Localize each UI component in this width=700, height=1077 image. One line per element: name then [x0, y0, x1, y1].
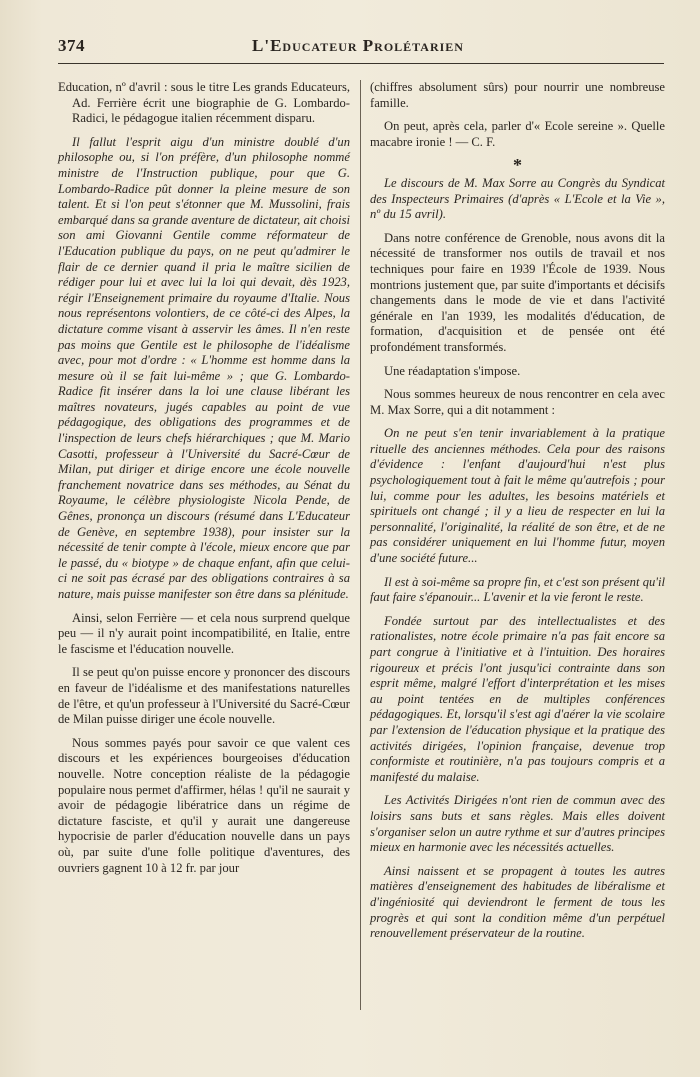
left-paragraph: Ainsi, selon Ferrière — et cela nous surprend quelque peu — il n'y aurait point incompatibilité, en Italie, entre le fascisme et l'éducation nouvelle. — [58, 610, 350, 656]
right-paragraph-quote: Fondée surtout par des intellectualistes et des rationalistes, notre école primaire n'a pas fait encore sa part congrue à l'initiative et à l'intuition. Des horaires rigoureux et précis l'ont jusqu'ici contrainte dans son esprit même, malgré l'effort d'interprétation et les mises au point tentées en de multiples conférences pédagogiques. Et, lorsqu'il s'est agi d'aérer la vie scolaire par l'extension de l'éducation physique et la pratique des activités dirigées, l'opinion française, devenue trop conformiste et routinière, n'a pas toujours compris et a manifesté du malaise. — [370, 613, 665, 784]
left-column — [58, 80, 350, 884]
left-paragraph-intro: Education, nº d'avril : sous le titre Les grands Educateurs, Ad. Ferrière écrit une biographie de G. Lombardo-Radici, le pédagogue italien récemment disparu. — [58, 80, 350, 126]
right-paragraph: (chiffres absolument sûrs) pour nourrir une nombreuse famille. — [370, 80, 665, 110]
section-separator-star: * — [513, 155, 522, 176]
header-rule — [58, 63, 664, 64]
right-paragraph-quote: Les Activités Dirigées n'ont rien de commun avec des loisirs sans buts et sans règles. Mais elles doivent s'organiser selon un autre rythme et sur d'autres principes mieux en harmonie avec les nécessités actuelles. — [370, 793, 665, 855]
left-paragraph-quote: Il fallut l'esprit aigu d'un ministre doublé d'un philosophe ou, si l'on préfère, d'un philosophe nommé ministre de l'Instruction publique, pour que G. Lombardo-Radice pût donner la pleine mesure de son talent. Et si l'on peut s'étonner que M. Mussolini, frais embarqué dans sa grande aventure de dictateur, ait choisi son ami Giovanni Gentile comme réformateur de l'Education publique du pays, on ne peut qu'admirer le flair de ce dernier quand il pria le maître sicilien de rédiger pour lui et avec lui la loi qui devait, dès 1923, régir l'Enseignement primaire du royaume d'Italie. Nous nous représentons volontiers, de ce côté-ci des Alpes, la dictature comme visant à asservir les âmes. Il n'en reste pas moins que Gentile est le philosophe de l'idéalisme avec, pour mot d'ordre : « L'homme est homme dans la mesure où il se fait lui-même » ; que G. Lombardo-Radice fit insérer dans la loi une clause libérant les maîtres novateurs, jugés capables au point de vue pédagogique, des obligations des programmes et de l'inspection de leurs chefs hiérarchiques ; que M. Mario Casotti, professeur à l'Université du Sacré-Cœur de Milan, put diriger et dirige encore une école nouvelle franchement novatrice dans ses méthodes, au Sénat du Royaume, le célèbre physiologiste Nicola Pende, de Gênes, prononça un discours (résumé dans L'Educateur de Genève, en septembre 1938), pour insister sur la nécessité de tenir compte à l'école, mieux encore que par le passé, du « biotype » de chaque enfant, afin que celui-ci ne soit pas écrasé par des obligations contraires à sa nature, mais puisse manifester son être dans sa plénitude. — [58, 134, 350, 601]
right-section-heading: Le discours de M. Max Sorre au Congrès du Syndicat des Inspecteurs Primaires (d'après « L'Ecole et la Vie », nº du 15 avril). — [370, 175, 665, 222]
page-header — [58, 32, 658, 62]
right-paragraph-signature: On peut, après cela, parler d'« Ecole sereine ». Quelle macabre ironie ! — C. F. — [370, 119, 665, 149]
running-title: L'Educateur Prolétarien — [252, 36, 464, 55]
right-paragraph: Dans notre conférence de Grenoble, nous avons dit la nécessité de transformer nos outils de travail et nos techniques pour faire en 1939 l'École de 1939. Nous montrions justement que, par suite d'importants et décisifs changements dans le mode de vie et dans l'activité générale en l'an 1939, les modalités d'éducation, de formation, d'acquisition et de pensée ont été profondément transformés. — [370, 230, 665, 354]
column-divider — [360, 80, 361, 1010]
left-paragraph: Il se peut qu'on puisse encore y prononcer des discours en faveur de l'idéalisme et des manifestations naturelles de l'être, et qu'un professeur à l'Université du Sacré-Cœur de Milan puisse diriger une école nouvelle. — [58, 665, 350, 727]
page-number: 374 — [58, 36, 85, 55]
right-column — [370, 80, 665, 950]
right-paragraph-quote: Ainsi naissent et se propagent à toutes les autres matières d'enseignement des habitudes de libéralisme et d'ingéniosité qui deviendront le ferment de tous les progrès et qui sont la condition même d'un perpétuel renouvellement préservateur de la routine. — [370, 863, 665, 941]
right-paragraph-quote: On ne peut s'en tenir invariablement à la pratique rituelle des anciennes méthodes. Cela pour des raisons d'évidence : l'enfant d'aujourd'hui n'est plus psychologiquement tout à fait le même qu'autrefois ; pour lui, comme pour les adultes, les besoins matériels et spirituels ont changé ; il y a lieu de respecter en lui la personnalité, l'originalité, la réalité de son être, et de ne pas considérer uniquement en lui l'homme futur, moyen d'une société future... — [370, 426, 665, 566]
left-paragraph: Nous sommes payés pour savoir ce que valent ces discours et les expériences bourgeoises d'éducation nouvelle. Notre conception réaliste de la pédagogie populaire nous permet d'affirmer, hélas ! qu'il ne saurait y avoir de pédagogie libératrice dans un régime de dictature fasciste, et qu'il y aurait une dangereuse hypocrisie de parler d'éducation nouvelle dans un pays où, par suite d'une folle politique d'aventures, des ouvriers gagnent 10 à 12 fr. par jour — [58, 735, 350, 875]
right-paragraph: Une réadaptation s'impose. — [384, 363, 521, 378]
right-paragraph: Nous sommes heureux de nous rencontrer en cela avec M. Max Sorre, qui a dit notamment : — [370, 387, 665, 417]
right-paragraph-quote: Il est à soi-même sa propre fin, et c'est son présent qu'il faut faire s'épanouir... L'avenir et la vie feront le reste. — [370, 574, 665, 605]
